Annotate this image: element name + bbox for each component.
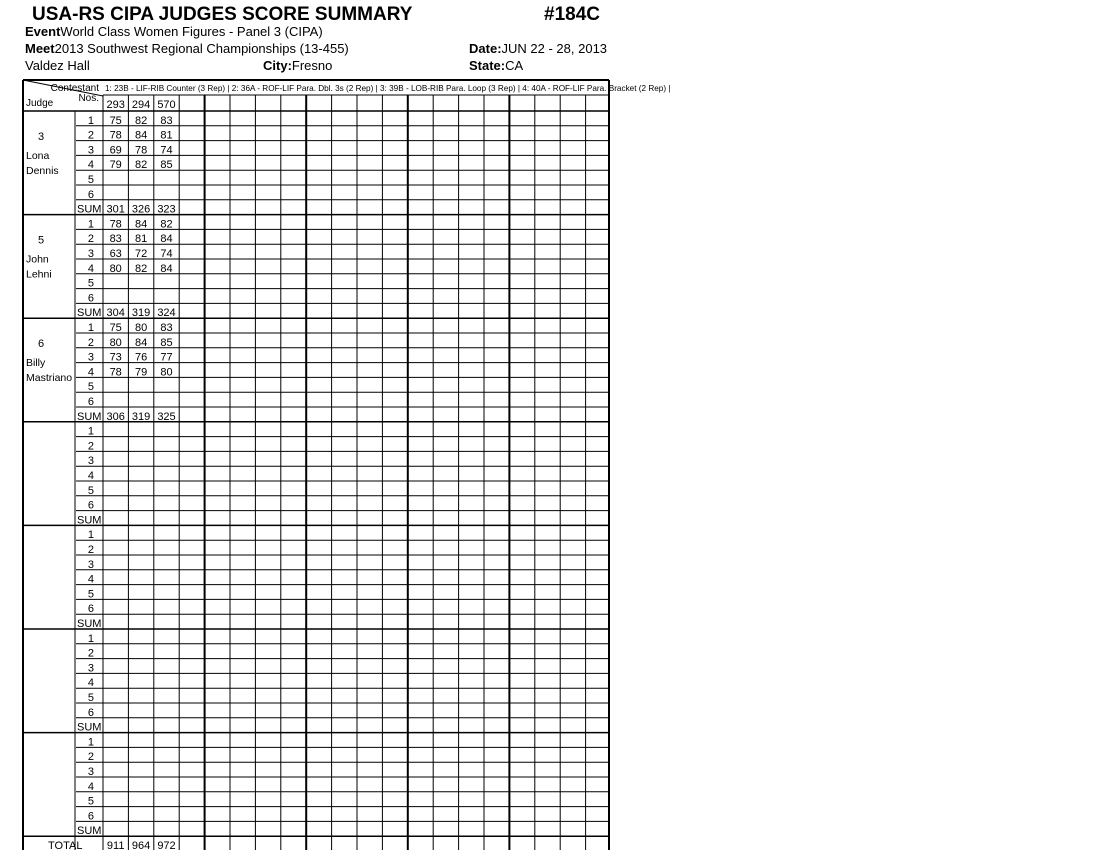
figure-row-number: 5: [87, 484, 94, 497]
score-cell: 75: [109, 114, 122, 127]
figure-row-number: 1: [87, 425, 94, 438]
judge-last-name: Mastriano: [26, 372, 73, 385]
sum-cell: 319: [131, 410, 151, 423]
figure-row-number: 4: [87, 470, 94, 482]
date-line: Date:JUN 22 - 28, 2013: [469, 41, 608, 56]
sum-cell: 319: [131, 307, 151, 320]
sum-label: SUM: [77, 307, 102, 320]
figure-row-number: 6: [87, 292, 94, 305]
sum-cell: 301: [106, 203, 125, 216]
figure-row-number: 5: [87, 588, 94, 601]
figure-row-number: 3: [87, 351, 94, 364]
score-cell: 78: [109, 366, 122, 379]
score-cell: 82: [134, 114, 148, 127]
figure-row-number: 3: [87, 662, 94, 675]
figure-row-number: 6: [87, 499, 94, 512]
figure-row-number: 5: [87, 277, 94, 290]
figures-line: 1: 23B - LIF-RIB Counter (3 Rep) | 2: 36A - ROF-LIF Para. Dbl. 3s (2 Rep) | 3: 39B - LOB-RIB Para. Loop (3 Rep) | 4: 40A - ROF-LIF Para. Bracket (2 Rep) |: [105, 84, 671, 93]
score-cell: 80: [109, 262, 122, 275]
figure-row-number: 2: [87, 129, 94, 142]
judge-number: 5: [37, 234, 45, 247]
score-cell: 63: [109, 248, 122, 260]
score-cell: 80: [134, 322, 148, 334]
figure-row-number: 3: [87, 766, 94, 778]
judge-first-name: John: [26, 253, 49, 266]
figure-row-number: 6: [87, 188, 94, 201]
figure-row-number: 3: [87, 558, 94, 571]
figure-row-number: 5: [87, 795, 94, 808]
event-value: World Class Women Figures - Panel 3 (CIPA): [60, 24, 323, 39]
contestant-label: Contestant: [50, 83, 99, 94]
total-cell: 911: [106, 840, 125, 850]
sum-cell: 306: [106, 410, 125, 423]
figure-row-number: 5: [87, 692, 94, 704]
figure-row-number: 4: [87, 780, 94, 793]
score-cell: 82: [134, 262, 148, 275]
sum-cell: 324: [157, 307, 176, 320]
sum-label: SUM: [77, 514, 102, 527]
figure-row-number: 1: [87, 632, 94, 645]
date-value: JUN 22 - 28, 2013: [501, 41, 608, 56]
figure-row-number: 2: [87, 440, 94, 453]
score-cell: 74: [160, 144, 173, 157]
figure-row-number: 4: [87, 366, 94, 379]
score-cell: 84: [160, 233, 173, 246]
judge-first-name: Billy: [26, 357, 46, 370]
city-label: City: [263, 58, 288, 73]
score-cell: 84: [160, 262, 173, 275]
score-cell: 77: [160, 351, 173, 364]
judge-label: Judge: [26, 98, 54, 109]
judge-last-name: Lehni: [26, 268, 52, 281]
figure-row-number: 1: [87, 529, 94, 542]
figure-row-number: 6: [87, 396, 94, 408]
score-cell: 84: [134, 129, 148, 142]
figure-row-number: 1: [87, 218, 94, 231]
total-cell: 972: [157, 840, 176, 850]
judge-last-name: Dennis: [26, 165, 59, 177]
state-line: State:CA: [469, 58, 524, 73]
sum-label: SUM: [77, 203, 102, 216]
score-cell: 78: [109, 218, 122, 231]
score-cell: 78: [109, 129, 122, 142]
figure-row-number: 3: [87, 144, 94, 157]
judge-first-name: Lona: [26, 150, 50, 162]
figure-row-number: 4: [87, 677, 94, 690]
city-line: City:Fresno: [263, 58, 333, 73]
score-cell: 75: [109, 322, 122, 334]
figure-row-number: 6: [87, 603, 94, 616]
report-id: #184C: [544, 4, 600, 25]
contestant-number: 570: [157, 99, 176, 111]
score-cell: 80: [160, 366, 173, 379]
figure-row-number: 4: [87, 573, 94, 586]
judge-number: 6: [37, 338, 45, 351]
figure-row-number: 5: [87, 381, 94, 394]
sum-label: SUM: [77, 721, 102, 734]
score-cell: 81: [134, 233, 148, 246]
figure-row-number: 1: [87, 736, 94, 749]
meet-value: 2013 Southwest Regional Championships (13-455): [54, 41, 349, 56]
figure-row-number: 2: [87, 233, 94, 246]
sum-cell: 326: [131, 203, 151, 216]
score-cell: 83: [160, 114, 173, 127]
figure-row-number: 3: [87, 248, 94, 260]
total-cell: 964: [131, 840, 151, 850]
contestant-number: 293: [106, 99, 125, 111]
score-cell: 78: [134, 144, 148, 157]
score-cell: 72: [134, 248, 148, 260]
sum-label: SUM: [77, 410, 102, 423]
score-cell: 74: [160, 248, 173, 260]
total-label: TOTAL: [48, 840, 83, 850]
score-cell: 73: [109, 351, 122, 364]
figure-row-number: 2: [87, 544, 94, 556]
score-cell: 83: [109, 233, 122, 246]
sum-cell: 325: [157, 410, 176, 423]
meet-label: Meet: [25, 41, 55, 56]
score-cell: 69: [109, 144, 122, 157]
figure-row-number: 4: [87, 159, 94, 172]
score-cell: 79: [134, 366, 148, 379]
figure-row-number: 6: [87, 706, 94, 719]
figure-row-number: 1: [87, 322, 94, 334]
city-value: Fresno: [291, 58, 333, 73]
score-cell: 82: [134, 159, 148, 172]
score-cell: 84: [134, 218, 148, 231]
event-label: Event: [25, 24, 61, 39]
figure-row-number: 5: [87, 174, 94, 186]
figure-row-number: 6: [87, 810, 94, 823]
state-label: State: [469, 58, 501, 73]
sum-cell: 323: [157, 203, 176, 216]
sum-label: SUM: [77, 825, 102, 838]
figure-row-number: 4: [87, 262, 94, 275]
score-cell: 76: [134, 351, 148, 364]
judge-number: 3: [37, 131, 45, 143]
report-title: USA-RS CIPA JUDGES SCORE SUMMARY: [32, 4, 413, 25]
figure-row-number: 2: [87, 751, 94, 764]
score-cell: 84: [134, 336, 148, 349]
nos-label: Nos.: [78, 93, 99, 104]
figure-row-number: 1: [87, 114, 94, 127]
venue: Valdez Hall: [25, 58, 90, 73]
score-cell: 80: [109, 336, 122, 349]
sum-label: SUM: [77, 618, 102, 630]
figure-row-number: 3: [87, 455, 94, 468]
score-cell: 81: [160, 129, 173, 142]
figure-row-number: 2: [87, 647, 94, 660]
sum-cell: 304: [106, 307, 125, 320]
figure-row-number: 2: [87, 336, 94, 349]
score-cell: 83: [160, 322, 173, 334]
score-cell: 82: [160, 218, 173, 231]
score-cell: 79: [109, 159, 122, 172]
date-label: Date: [469, 41, 498, 56]
state-value: CA: [505, 58, 524, 73]
score-cell: 85: [160, 336, 173, 349]
score-cell: 85: [160, 159, 173, 172]
contestant-number: 294: [131, 99, 151, 111]
